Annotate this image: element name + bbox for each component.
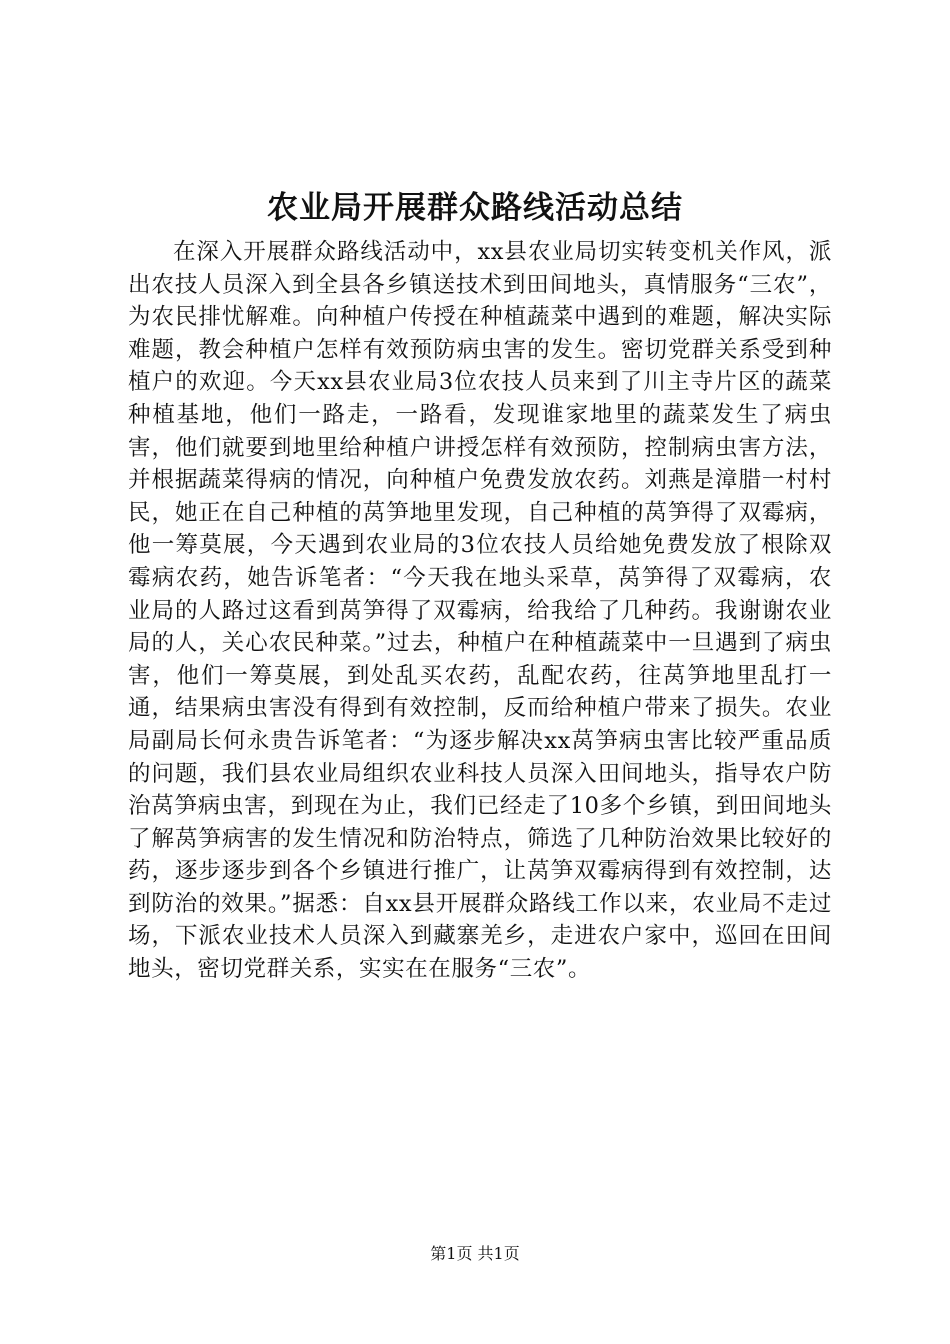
document-body-paragraph: 在深入开展群众路线活动中，xx县农业局切实转变机关作风，派出农技人员深入到全县各乡镇送技术到田间地头，真情服务“三农”，为农民排忧解难。向种植户传授在种植蔬菜中遇到的难题，解决实际难题，教会种植户怎样有效预防病虫害的发生。密切党群关系受到种植户的欢迎。今天xx县农业局3位农技人员来到了川主寺片区的蔬菜种植基地，他们一路走，一路看，发现谁家地里的蔬菜发生了病虫害，他们就要到地里给种植户讲授怎样有效预防，控制病虫害方法，并根据蔬菜得病的情况，向种植户免费发放农药。刘燕是漳腊一村村民，她正在自己种植的莴笋地里发现，自己种植的莴笋得了双霉病，他一筹莫展，今天遇到农业局的3位农技人员给她免费发放了根除双霉病农药，她告诉笔者：“今天我在地头采草，莴笋得了双霉病，农业局的人路过这看到莴笋得了双霉病，给我给了几种药。我谢谢农业局的人，关心农民种菜。”过去，种植户在种植蔬菜中一旦遇到了病虫害，他们一筹莫展，到处乱买农药，乱配农药，往莴笋地里乱打一通，结果病虫害没有得到有效控制，反而给种植户带来了损失。农业局副局长何永贵告诉笔者：“为逐步解决xx莴笋病虫害比较严重品质的问题，我们县农业局组织农业科技人员深入田间地头，指导农户防治莴笋病虫害，到现在为止，我们已经走了10多个乡镇，到田间地头了解莴笋病害的发生情况和防治特点，筛选了几种防治效果比较好的药，逐步逐步到各个乡镇进行推广，让莴笋双霉病得到有效控制，达到防治的效果。”据悉：自xx县开展群众路线工作以来，农业局不走过场，下派农业技术人员深入到藏寨羌乡，走进农户家中，巡回在田间地头，密切党群关系，实实在在服务“三农”。: [128, 239, 832, 983]
page-footer: 第1页 共1页: [430, 1244, 520, 1263]
document-title: 农业局开展群众路线活动总结: [267, 190, 683, 226]
